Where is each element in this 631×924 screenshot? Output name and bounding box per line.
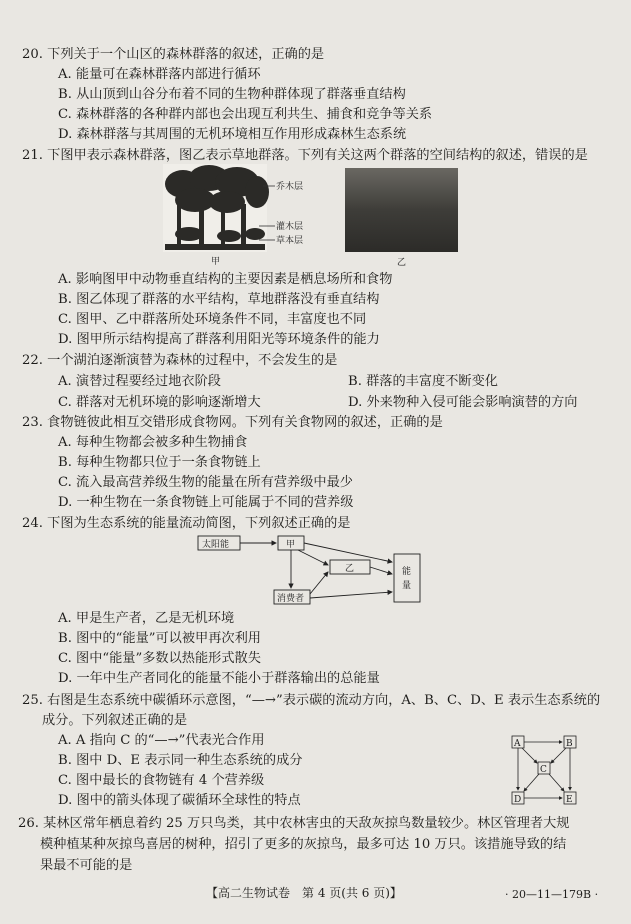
forest-figure-jia [163, 164, 313, 268]
q24-option-a: A. 甲是生产者，乙是无机环境 [58, 611, 235, 626]
node-b-label: B [566, 739, 573, 749]
q25-option-d: D. 图中的箭头体现了碳循环全球性的特点 [58, 793, 301, 808]
question-26-line3: 果最不可能的是 [40, 858, 133, 873]
question-26-line2: 模种植某种灰掠鸟喜居的树种，招引了更多的灰掠鸟，最多可达 10 万只。该措施导致的结 [40, 837, 567, 852]
q23-option-c: C. 流入最高营养级生物的能量在所有营养级中最少 [58, 475, 353, 490]
diagram-energy-label-2: 量 [402, 581, 412, 591]
question-23-stem: 23. 食物链彼此相互交错形成食物网。下列有关食物网的叙述，正确的是 [22, 415, 443, 430]
q21-option-c: C. 图甲、乙中群落所处环境条件不同，丰富度也不同 [58, 312, 367, 327]
node-c-label: C [540, 765, 547, 775]
q23-option-a: A. 每种生物都会被多种生物捕食 [58, 435, 248, 450]
q23-option-d: D. 一种生物在一条食物链上可能属于不同的营养级 [58, 495, 354, 510]
q21-option-b: B. 图乙体现了群落的水平结构，草地群落没有垂直结构 [58, 292, 380, 307]
q22-option-d: D. 外来物种入侵可能会影响演替的方向 [348, 395, 578, 410]
question-20-stem: 20. 下列关于一个山区的森林群落的叙述，正确的是 [22, 47, 325, 62]
diagram-sun-label: 太阳能 [202, 540, 230, 550]
node-a-label: A [514, 739, 521, 749]
label-shrub-layer: 灌木层 [276, 222, 304, 232]
q21-option-d: D. 图甲所示结构提高了群落利用阳光等环境条件的能力 [58, 332, 380, 347]
question-25-stem-line2: 成分。下列叙述正确的是 [42, 713, 188, 728]
grassland-figure-yi [345, 168, 460, 268]
node-d-label: D [514, 795, 522, 805]
q21-option-a: A. 影响图甲中动物垂直结构的主要因素是栖息场所和食物 [58, 272, 393, 287]
q20-option-a: A. 能量可在森林群落内部进行循环 [58, 67, 261, 82]
page-footer-code: · 20—11—179B · [505, 888, 599, 901]
q24-option-c: C. 图中“能量”多数以热能形式散失 [58, 651, 261, 666]
node-e-label: E [566, 795, 573, 805]
energy-flow-diagram [194, 532, 426, 606]
q23-option-b: B. 每种生物都只位于一条食物链上 [58, 455, 261, 470]
question-25-stem-line1: 25. 右图是生态系统中碳循环示意图，“—→”表示碳的流动方向，A、B、C、D、E 表示生态系统的 [22, 693, 601, 708]
diagram-consumer-label: 消费者 [277, 594, 305, 604]
label-jia: 甲 [211, 257, 221, 267]
q20-option-c: C. 森林群落的各种群内部也会出现互利共生、捕食和竞争等关系 [58, 107, 433, 122]
q20-option-d: D. 森林群落与其周围的无机环境相互作用形成森林生态系统 [58, 127, 407, 142]
diagram-jia-label: 甲 [286, 540, 296, 550]
diagram-yi-label: 乙 [345, 564, 355, 574]
q25-option-a: A. A 指向 C 的“—→”代表光合作用 [58, 733, 265, 748]
q22-option-c: C. 群落对无机环境的影响逐渐增大 [58, 395, 261, 410]
diagram-energy-label-1: 能 [402, 567, 412, 577]
label-herb-layer: 草本层 [276, 236, 304, 246]
q24-option-b: B. 图中的“能量”可以被甲再次利用 [58, 631, 261, 646]
q24-option-d: D. 一年中生产者同化的能量不能小于群落输出的总能量 [58, 671, 380, 686]
q22-option-a: A. 演替过程要经过地衣阶段 [58, 374, 221, 389]
question-21-stem: 21. 下图甲表示森林群落，图乙表示草地群落。下列有关这两个群落的空间结构的叙述，错误的是 [22, 148, 588, 163]
page-footer-center: 【高二生物试卷 第 4 页(共 6 页)】 [206, 886, 402, 900]
carbon-cycle-diagram [508, 732, 584, 810]
q25-option-b: B. 图中 D、E 表示同一种生态系统的成分 [58, 753, 303, 768]
q22-option-b: B. 群落的丰富度不断变化 [348, 374, 498, 389]
q20-option-b: B. 从山顶到山谷分布着不同的生物种群体现了群落垂直结构 [58, 87, 406, 102]
label-tree-layer: 乔木层 [276, 182, 304, 192]
question-24-stem: 24. 下图为生态系统的能量流动简图，下列叙述正确的是 [22, 516, 351, 531]
label-yi: 乙 [397, 258, 407, 268]
question-22-stem: 22. 一个湖泊逐渐演替为森林的过程中，不会发生的是 [22, 353, 338, 368]
question-26-line1: 26. 某林区常年栖息着约 25 万只鸟类，其中农林害虫的天敌灰掠鸟数量较少。林区管理者大规 [18, 816, 570, 831]
q25-option-c: C. 图中最长的食物链有 4 个营养级 [58, 773, 265, 788]
